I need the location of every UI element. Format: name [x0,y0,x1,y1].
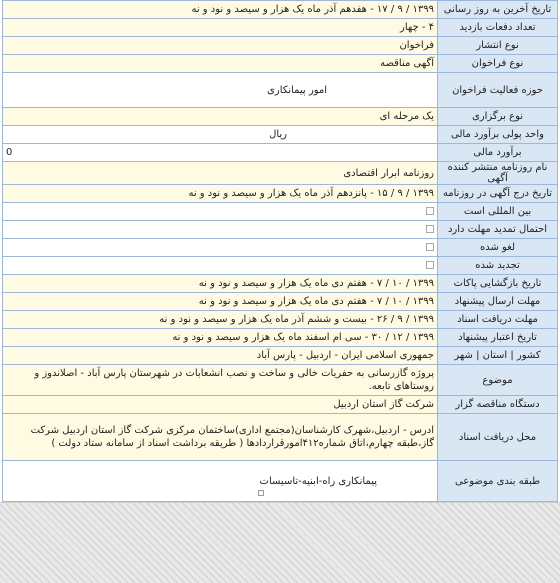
row-call-type [3,55,558,73]
opening-date-value: ۱۳۹۹ / ۱۰ / ۷ - هفتم دی ماه یک هزار و سیصد و نود و نه [3,275,438,293]
doc-deadline-value: ۱۳۹۹ / ۹ / ۲۶ - بیست و ششم آذر ماه یک هزار و سیصد و نود و نه [3,311,438,329]
estimate-label: برآورد مالی [438,144,558,162]
row-offer-deadline [3,293,558,311]
currency-unit-value: ریال [3,126,438,144]
row-international [3,203,558,221]
row-opening-date [3,275,558,293]
currency-unit-label: واحد پولی برآورد مالی [438,126,558,144]
row-organizer [3,396,558,414]
offer-deadline-label: مهلت ارسال پیشنهاد [438,293,558,311]
ad-date-label: تاریخ درج آگهی در روزنامه [438,185,558,203]
subject-value: پروژه گازرسانی به حفریات خالی و ساخت و نصب انشعابات در شهرستان پارس آباد - اصلاندوز و روستاهای تابعه. [3,365,438,396]
hatched-background [0,502,560,583]
cancelled-label: لغو شده [438,239,558,257]
row-estimate [3,144,558,162]
ad-date-value: ۱۳۹۹ / ۹ / ۱۵ - پانزدهم آذر ماه یک هزار و سیصد و نود و نه [3,185,438,203]
call-type-label: نوع فراخوان [438,55,558,73]
category-value: پیمانکاری راه-ابنیه-تاسیسات [3,461,438,502]
row-validity-date [3,329,558,347]
organizer-label: دستگاه مناقصه گزار [438,396,558,414]
offer-deadline-value: ۱۳۹۹ / ۱۰ / ۷ - هفتم دی ماه یک هزار و سیصد و نود و نه [3,293,438,311]
row-doc-deadline [3,311,558,329]
row-currency-unit [3,126,558,144]
visit-count-value: ۴ - چهار [3,19,438,37]
row-activity-area [3,73,558,108]
holding-type-value: یک مرحله ای [3,108,438,126]
estimate-value: 0 [3,144,438,162]
activity-area-label: حوزه فعالیت فراخوان [438,73,558,108]
renewed-label: تجدید شده [438,257,558,275]
doc-place-label: محل دریافت اسناد [438,414,558,461]
extension-value [3,221,438,239]
row-category [3,461,558,502]
category-label: طبقه بندی موضوعی [438,461,558,502]
row-location [3,347,558,365]
row-holding-type [3,108,558,126]
organizer-value: شرکت گاز استان اردبیل [3,396,438,414]
last-update-value: ۱۳۹۹ / ۹ / ۱۷ - هفدهم آذر ماه یک هزار و سیصد و نود و نه [3,1,438,19]
newspaper-label: نام روزنامه منتشر کننده آگهی [438,162,558,185]
cancelled-value [3,239,438,257]
row-extension [3,221,558,239]
location-value: جمهوری اسلامی ایران - اردبیل - پارس آباد [3,347,438,365]
subject-label: موضوع [438,365,558,396]
row-last-update [3,1,558,19]
renewed-checkbox[interactable] [426,261,434,269]
visit-count-label: تعداد دفعات بازدید [438,19,558,37]
doc-place-value: ادرس - اردبیل،شهرک کارشناسان(مجتمع اداری)ساختمان مرکزی شرکت گاز استان اردبیل شرکت گاز،طبقه چهارم،اتاق شماره۴۱۲امورقراردادها ( طریقه برداشت اسناد از سامانه ستاد دولت ) [3,414,438,461]
international-value [3,203,438,221]
small-square-icon [258,490,264,496]
validity-date-value: ۱۳۹۹ / ۱۲ / ۳۰ - سی ام اسفند ماه یک هزار و سیصد و نود و نه [3,329,438,347]
extension-checkbox[interactable] [426,225,434,233]
row-visit-count [3,19,558,37]
call-type-value: آگهی مناقصه [3,55,438,73]
row-newspaper [3,162,558,185]
international-label: بین المللی است [438,203,558,221]
extension-label: احتمال تمدید مهلت دارد [438,221,558,239]
tender-details-table [2,0,558,520]
newspaper-value: روزنامه ابرار اقتصادی [3,162,438,185]
row-subject [3,365,558,396]
doc-deadline-label: مهلت دریافت اسناد [438,311,558,329]
row-ad-date [3,185,558,203]
cancelled-checkbox[interactable] [426,243,434,251]
activity-area-value: امور پیمانکاری [3,73,438,108]
row-publish-type [3,37,558,55]
location-label: کشور | استان | شهر [438,347,558,365]
row-renewed [3,257,558,275]
row-doc-place [3,414,558,461]
international-checkbox[interactable] [426,207,434,215]
holding-type-label: نوع برگزاری [438,108,558,126]
publish-type-value: فراخوان [3,37,438,55]
renewed-value [3,257,438,275]
validity-date-label: تاریخ اعتبار پیشنهاد [438,329,558,347]
publish-type-label: نوع انتشار [438,37,558,55]
opening-date-label: تاریخ بازگشایی پاکات [438,275,558,293]
last-update-label: تاریخ آخرین به روز رسانی [438,1,558,19]
row-cancelled [3,239,558,257]
